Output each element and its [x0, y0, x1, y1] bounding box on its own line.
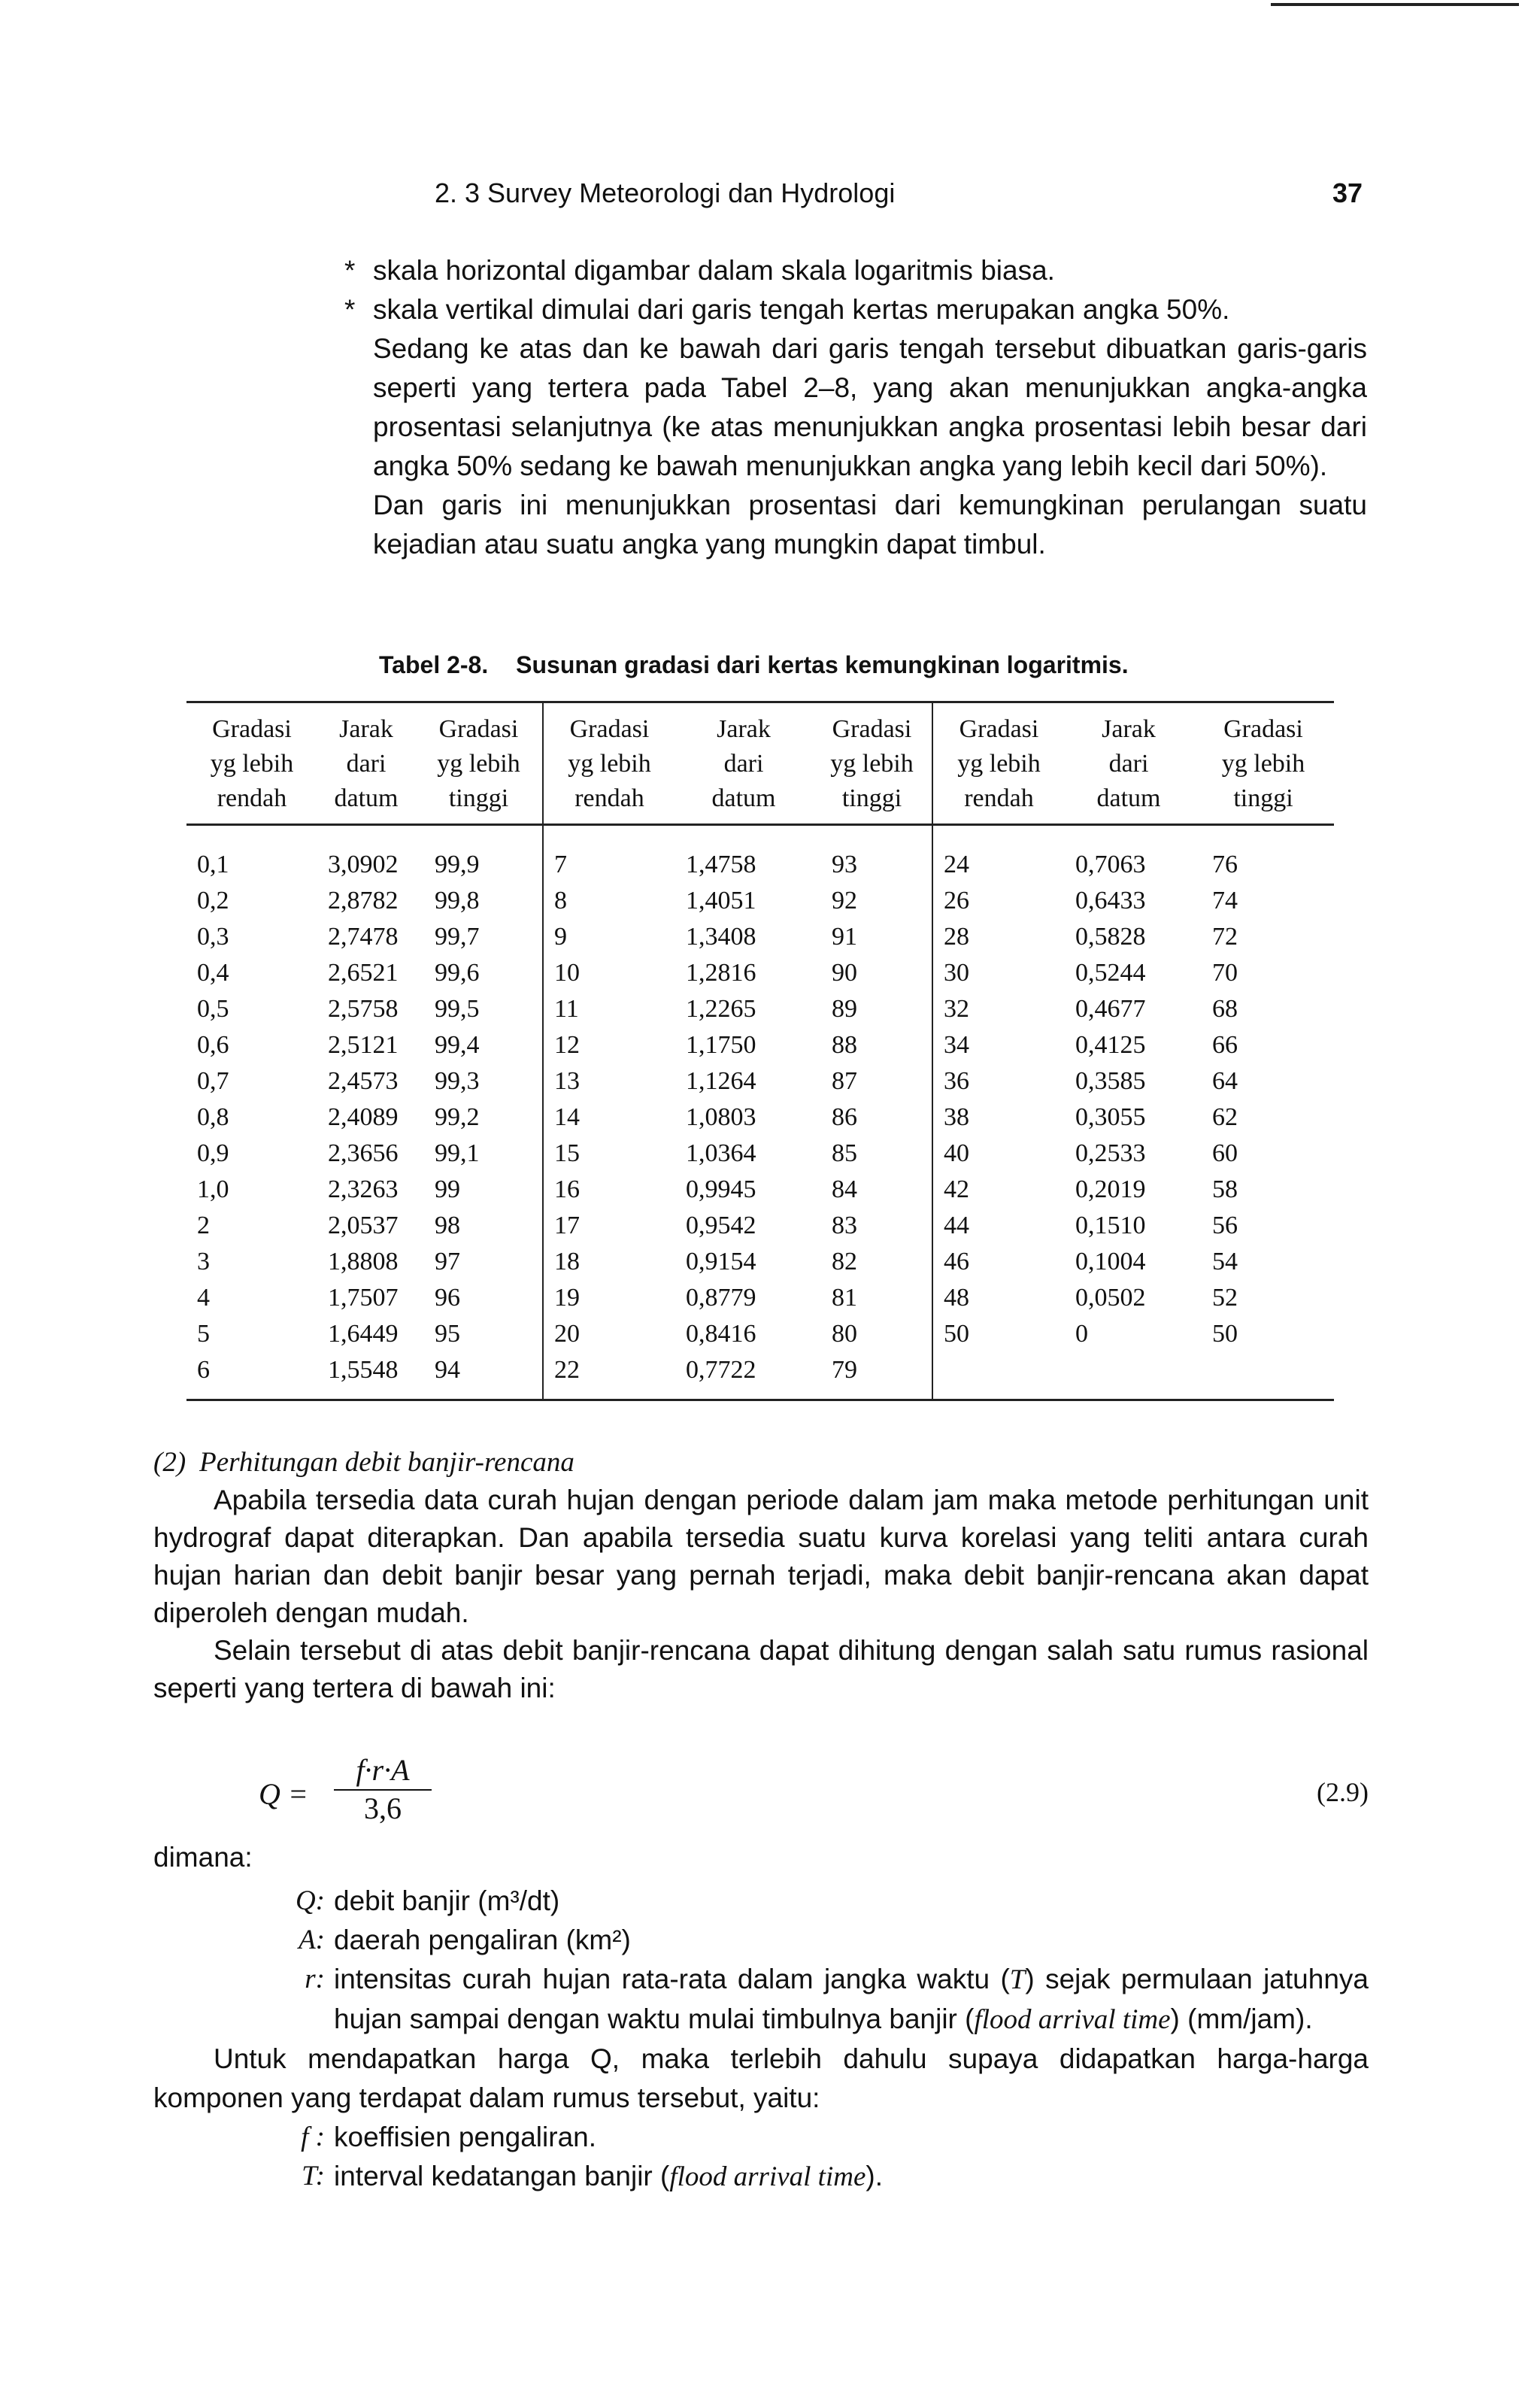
header-line: yg lebih [830, 750, 914, 778]
gradation-table-wrapper [186, 701, 1334, 1401]
table-cell-higher-gradation: 50 [1212, 1320, 1238, 1348]
table-cell-higher-gradation: 99,5 [435, 995, 480, 1023]
table-cell-distance-from-datum: 1,1750 [686, 1031, 756, 1059]
table-cell-distance-from-datum: 1,3408 [686, 923, 756, 951]
table-cell-distance-from-datum: 1,4758 [686, 851, 756, 878]
table-cell-lower-gradation: 19 [543, 1280, 675, 1316]
dimana-label: dimana: [153, 1842, 253, 1873]
table-cell-lower-gradation: 32 [932, 991, 1065, 1027]
table-cell-lower-gradation [932, 1352, 1065, 1400]
header-line: rendah [964, 784, 1034, 812]
table-row [186, 991, 1334, 1027]
table-cell-higher-gradation: 92 [832, 887, 857, 914]
definition-text [334, 2157, 1369, 2197]
table-cell-distance-from-datum: 1,0364 [686, 1139, 756, 1167]
italic-term: flood arrival time [974, 2004, 1171, 2035]
table-cell-higher-gradation: 94 [415, 1352, 543, 1400]
table-cell-lower-gradation: 10 [543, 955, 675, 991]
table-cell-lower-gradation: 48 [932, 1280, 1065, 1316]
table-row [186, 1244, 1334, 1280]
header-distance-from-datum [1065, 702, 1193, 825]
table-cell-lower-gradation: 0,7 [197, 1067, 229, 1095]
table-cell-distance-from-datum: 3,0902 [328, 851, 399, 878]
table-cell-lower-gradation: 14 [543, 1100, 675, 1136]
bullet-item [344, 251, 1367, 290]
table-cell-lower-gradation: 46 [932, 1244, 1065, 1280]
table-cell-higher-gradation: 80 [832, 1320, 857, 1348]
table-row [186, 1172, 1334, 1208]
table-cell-lower-gradation: 0,8 [197, 1103, 229, 1131]
table-cell-higher-gradation: 60 [1212, 1139, 1238, 1167]
header-line: Gradasi [832, 715, 912, 743]
table-cell-distance-from-datum: 2,5121 [328, 1031, 399, 1059]
italic-term: flood arrival time [669, 2161, 866, 2192]
table-caption [379, 651, 1281, 679]
intro-text [344, 251, 1367, 564]
page-number: 37 [1332, 177, 1363, 208]
table-cell-higher-gradation: 99,9 [435, 851, 480, 878]
table-cell-lower-gradation: 0,1 [197, 851, 229, 878]
table-cell-distance-from-datum: 0,2019 [1075, 1175, 1146, 1203]
body-paragraph: Apabila tersedia data curah hujan dengan periode dalam jam maka metode perhitungan unit hydrograf dapat diterapkan. Dan apabila tersedia suatu kurva korelasi yang teliti antara curah hujan harian dan debit banjir besar yang pernah terjadi, maka debit banjir-rencana akan dapat diperoleh dengan mudah. [153, 1485, 1369, 1628]
definition-r [256, 1960, 1369, 2040]
bullet-text: skala vertikal dimulai dari garis tengah kertas merupakan angka 50%. [373, 294, 1230, 325]
table-row [186, 1063, 1334, 1100]
definition-text-part: intensitas curah hujan rata-rata dalam jangka waktu ( [334, 1964, 1010, 1994]
table-cell-lower-gradation: 22 [543, 1352, 675, 1400]
table-cell-distance-from-datum: 0,8779 [686, 1284, 756, 1312]
table-number: Tabel 2-8. [379, 651, 489, 678]
table-cell-lower-gradation: 36 [932, 1063, 1065, 1100]
header-line: rendah [574, 784, 644, 812]
table-cell-distance-from-datum: 0,9542 [686, 1212, 756, 1239]
table-cell-higher-gradation: 99,2 [435, 1103, 480, 1131]
header-line: tinggi [841, 784, 902, 812]
table-row [186, 883, 1334, 919]
table-header-row [186, 702, 1334, 825]
header-lower-gradation [932, 702, 1065, 825]
table-cell-distance-from-datum: 1,1264 [686, 1067, 756, 1095]
table-cell-lower-gradation: 20 [543, 1316, 675, 1352]
table-cell-lower-gradation: 0,6 [197, 1031, 229, 1059]
table-row [186, 1280, 1334, 1316]
table-cell-higher-gradation: 99,1 [435, 1139, 480, 1167]
table-cell-distance-from-datum: 0,1004 [1075, 1248, 1146, 1275]
table-cell-lower-gradation: 16 [543, 1172, 675, 1208]
table-cell-higher-gradation: 90 [832, 959, 857, 987]
header-line: yg lebih [957, 750, 1041, 778]
table-row [186, 919, 1334, 955]
table-cell-distance-from-datum: 0,4677 [1075, 995, 1146, 1023]
italic-t: T [1009, 1964, 1026, 1995]
table-cell-lower-gradation: 0,5 [197, 995, 229, 1023]
table-cell-higher-gradation: 76 [1212, 851, 1238, 878]
header-line: dari [1108, 750, 1149, 778]
table-cell-lower-gradation: 0,4 [197, 959, 229, 987]
table-cell-higher-gradation: 87 [832, 1067, 857, 1095]
table-row [186, 1316, 1334, 1352]
table-cell-higher-gradation: 54 [1212, 1248, 1238, 1275]
table-cell-higher-gradation: 83 [832, 1212, 857, 1239]
table-cell-higher-gradation: 79 [812, 1352, 932, 1400]
table-cell-distance-from-datum: 2,4573 [328, 1067, 399, 1095]
table-cell-lower-gradation: 4 [197, 1284, 210, 1312]
header-higher-gradation [1193, 702, 1334, 825]
table-cell-higher-gradation: 56 [1212, 1212, 1238, 1239]
symbol-q: Q: [295, 1885, 325, 1916]
table-cell-distance-from-datum: 2,0537 [328, 1212, 399, 1239]
table-body [186, 825, 1334, 1400]
table-cell-higher-gradation: 99,3 [435, 1067, 480, 1095]
definition-a [256, 1921, 1369, 1960]
symbol-t: T: [302, 2161, 325, 2191]
bullet-continuation [373, 329, 1367, 564]
table-row [186, 955, 1334, 991]
header-higher-gradation [812, 702, 932, 825]
formula-numerator: f·r·A [334, 1752, 432, 1791]
table-cell-higher-gradation [1193, 1352, 1334, 1400]
table-cell-lower-gradation: 1,0 [197, 1175, 229, 1203]
table-cell-higher-gradation: 62 [1212, 1103, 1238, 1131]
table-cell-lower-gradation: 5 [197, 1320, 210, 1348]
table-row [186, 1027, 1334, 1063]
table-cell-distance-from-datum: 1,5548 [317, 1352, 415, 1400]
header-higher-gradation [415, 702, 543, 825]
running-header [435, 177, 1363, 223]
header-line: Jarak [339, 715, 393, 743]
formula-lhs: Q = [259, 1777, 308, 1811]
gradation-table [186, 701, 1334, 1401]
table-cell-distance-from-datum: 2,6521 [328, 959, 399, 987]
table-cell-distance-from-datum: 0,9154 [686, 1248, 756, 1275]
section-debit-banjir [153, 1444, 1369, 1707]
table-cell-higher-gradation: 99,7 [435, 923, 480, 951]
table-cell-distance-from-datum: 0,7063 [1075, 851, 1146, 878]
table-cell-distance-from-datum: 2,8782 [328, 887, 399, 914]
header-line: Gradasi [438, 715, 519, 743]
table-cell-lower-gradation: 13 [543, 1063, 675, 1100]
table-cell-distance-from-datum: 2,5758 [328, 995, 399, 1023]
header-distance-from-datum [675, 702, 812, 825]
formula-2-9 [259, 1752, 1369, 1835]
table-cell-lower-gradation: 44 [932, 1208, 1065, 1244]
table-cell-higher-gradation: 98 [435, 1212, 460, 1239]
section-title: 2. 3 Survey Meteorologi dan Hydrologi [435, 177, 896, 208]
header-line: dari [346, 750, 387, 778]
body-paragraph: Untuk mendapatkan harga Q, maka terlebih dahulu supaya didapatkan harga-harga komponen yang terdapat dalam rumus tersebut, yaitu: [153, 2043, 1369, 2113]
scan-edge-line [1271, 3, 1519, 6]
table-cell-lower-gradation: 28 [932, 919, 1065, 955]
table-cell-distance-from-datum: 0,0502 [1075, 1284, 1146, 1312]
table-cell-distance-from-datum: 1,4051 [686, 887, 756, 914]
header-line: Jarak [1102, 715, 1156, 743]
table-cell-higher-gradation: 89 [832, 995, 857, 1023]
table-cell-higher-gradation: 88 [832, 1031, 857, 1059]
header-line: datum [711, 784, 776, 812]
definition-text-part: ). [865, 2161, 883, 2191]
definition-text: koeffisien pengaliran. [334, 2122, 597, 2152]
table-cell-lower-gradation: 17 [543, 1208, 675, 1244]
header-line: yg lebih [568, 750, 651, 778]
header-line: rendah [217, 784, 287, 812]
table-cell-distance-from-datum: 2,7478 [328, 923, 399, 951]
table-cell-lower-gradation: 15 [543, 1136, 675, 1172]
table-cell-lower-gradation: 26 [932, 883, 1065, 919]
definition-text-part: ) sejak permulaan jatuhnya hujan sampai dengan waktu mulai timbulnya banjir ( [334, 1964, 1369, 2034]
table-cell-distance-from-datum: 2,3656 [328, 1139, 399, 1167]
table-cell-higher-gradation: 93 [832, 851, 857, 878]
table-cell-distance-from-datum: 2,3263 [328, 1175, 399, 1203]
table-cell-higher-gradation: 99,8 [435, 887, 480, 914]
table-cell-distance-from-datum: 1,6449 [328, 1320, 399, 1348]
table-cell-lower-gradation: 50 [932, 1316, 1065, 1352]
table-row [186, 825, 1334, 884]
table-cell-lower-gradation: 9 [543, 919, 675, 955]
table-cell-higher-gradation: 97 [435, 1248, 460, 1275]
definition-text [334, 1960, 1369, 2040]
table-cell-lower-gradation: 0,3 [197, 923, 229, 951]
table-cell-lower-gradation: 8 [543, 883, 675, 919]
table-cell-higher-gradation: 72 [1212, 923, 1238, 951]
header-line: datum [1096, 784, 1161, 812]
formula-fraction [334, 1752, 432, 1826]
table-cell-distance-from-datum: 1,7507 [328, 1284, 399, 1312]
table-cell-higher-gradation: 52 [1212, 1284, 1238, 1312]
table-cell-lower-gradation: 12 [543, 1027, 675, 1063]
definition-q [256, 1882, 1369, 1921]
table-cell-distance-from-datum: 2,4089 [328, 1103, 399, 1131]
table-cell-distance-from-datum: 0,7722 [675, 1352, 812, 1400]
table-row [186, 1208, 1334, 1244]
table-cell-lower-gradation: 24 [932, 825, 1065, 884]
table-cell-lower-gradation: 0,2 [197, 887, 229, 914]
table-cell-higher-gradation: 70 [1212, 959, 1238, 987]
table-cell-higher-gradation: 81 [832, 1284, 857, 1312]
header-line: yg lebih [1221, 750, 1305, 778]
table-cell-higher-gradation: 84 [832, 1175, 857, 1203]
bullet-star: * [344, 294, 356, 325]
table-cell-distance-from-datum: 0,2533 [1075, 1139, 1146, 1167]
header-lower-gradation [186, 702, 317, 825]
header-line: yg lebih [437, 750, 520, 778]
table-cell-lower-gradation: 11 [543, 991, 675, 1027]
formula-denominator: 3,6 [364, 1791, 402, 1825]
header-line: dari [723, 750, 764, 778]
table-cell-lower-gradation: 34 [932, 1027, 1065, 1063]
table-cell-lower-gradation: 40 [932, 1136, 1065, 1172]
bullet-text: skala horizontal digambar dalam skala logaritmis biasa. [373, 255, 1055, 286]
table-cell-higher-gradation: 95 [435, 1320, 460, 1348]
table-cell-higher-gradation: 68 [1212, 995, 1238, 1023]
table-cell-distance-from-datum: 1,8808 [328, 1248, 399, 1275]
section-number: (2) [153, 1447, 186, 1478]
table-cell-lower-gradation: 18 [543, 1244, 675, 1280]
table-cell-distance-from-datum: 0,5828 [1075, 923, 1146, 951]
closing-paragraph: Dan garis ini menunjukkan prosentasi dari kemungkinan perulangan suatu kejadian atau suatu angka yang mungkin dapat timbul. [373, 490, 1367, 560]
definition-f [256, 2118, 1369, 2157]
header-lower-gradation [543, 702, 675, 825]
body-paragraph: Selain tersebut di atas debit banjir-rencana dapat dihitung dengan salah satu rumus rasional seperti yang tertera di bawah ini: [153, 1635, 1369, 1703]
table-cell-higher-gradation: 99 [435, 1175, 460, 1203]
table-cell-distance-from-datum: 1,2265 [686, 995, 756, 1023]
table-cell-distance-from-datum: 0 [1075, 1320, 1088, 1348]
header-line: yg lebih [210, 750, 294, 778]
table-cell-higher-gradation: 64 [1212, 1067, 1238, 1095]
header-line: Gradasi [959, 715, 1039, 743]
table-cell-distance-from-datum: 1,2816 [686, 959, 756, 987]
table-cell-distance-from-datum: 0,9945 [686, 1175, 756, 1203]
header-line: tinggi [1233, 784, 1293, 812]
table-cell-distance-from-datum [1065, 1352, 1193, 1400]
table-cell-lower-gradation: 38 [932, 1100, 1065, 1136]
definition-text: daerah pengaliran (km²) [334, 1925, 631, 1955]
table-cell-lower-gradation: 0,9 [197, 1139, 229, 1167]
table-cell-distance-from-datum: 0,4125 [1075, 1031, 1146, 1059]
definition-t [256, 2157, 1369, 2197]
table-cell-distance-from-datum: 0,5244 [1075, 959, 1146, 987]
definition-text: debit banjir (m³/dt) [334, 1885, 560, 1916]
header-distance-from-datum [317, 702, 415, 825]
header-line: Gradasi [212, 715, 292, 743]
table-cell-distance-from-datum: 0,3055 [1075, 1103, 1146, 1131]
table-cell-distance-from-datum: 0,1510 [1075, 1212, 1146, 1239]
table-cell-higher-gradation: 99,6 [435, 959, 480, 987]
table-cell-higher-gradation: 58 [1212, 1175, 1238, 1203]
table-cell-lower-gradation: 3 [197, 1248, 210, 1275]
symbol-r: r: [305, 1964, 325, 1994]
bullet-star: * [344, 255, 356, 286]
table-cell-higher-gradation: 99,4 [435, 1031, 480, 1059]
table-cell-lower-gradation: 30 [932, 955, 1065, 991]
table-cell-higher-gradation: 82 [832, 1248, 857, 1275]
header-line: Gradasi [569, 715, 650, 743]
table-row [186, 1352, 1334, 1400]
table-cell-lower-gradation: 6 [186, 1352, 317, 1400]
table-cell-higher-gradation: 86 [832, 1103, 857, 1131]
header-line: Jarak [717, 715, 771, 743]
table-row [186, 1100, 1334, 1136]
table-cell-lower-gradation: 2 [197, 1212, 210, 1239]
definition-text-part: ) (mm/jam). [1170, 2003, 1313, 2034]
symbol-f: f : [301, 2122, 325, 2152]
definition-text-part: interval kedatangan banjir ( [334, 2161, 670, 2191]
header-line: Gradasi [1223, 715, 1303, 743]
bullet-item [344, 290, 1367, 329]
table-cell-lower-gradation: 42 [932, 1172, 1065, 1208]
table-title: Susunan gradasi dari kertas kemungkinan logaritmis. [516, 651, 1129, 678]
table-cell-higher-gradation: 85 [832, 1139, 857, 1167]
header-line: datum [334, 784, 399, 812]
table-cell-distance-from-datum: 0,3585 [1075, 1067, 1146, 1095]
equation-number: (2.9) [1317, 1777, 1369, 1807]
symbol-a: A: [299, 1925, 325, 1955]
table-cell-higher-gradation: 66 [1212, 1031, 1238, 1059]
table-row [186, 1136, 1334, 1172]
table-cell-higher-gradation: 74 [1212, 887, 1238, 914]
table-cell-higher-gradation: 96 [435, 1284, 460, 1312]
table-cell-distance-from-datum: 1,0803 [686, 1103, 756, 1131]
section-title-italic: Perhitungan debit banjir-rencana [199, 1447, 574, 1478]
continuation-text: Sedang ke atas dan ke bawah dari garis tengah tersebut dibuatkan garis-garis seperti yang tertera pada Tabel 2–8, yang akan menunjukkan angka-angka prosentasi selanjutnya (ke atas menunjukkan angka prosentasi lebih besar dari angka 50% sedang ke bawah menunjukkan angka yang lebih kecil dari 50%). [373, 333, 1367, 481]
table-cell-distance-from-datum: 0,8416 [686, 1320, 756, 1348]
definitions [153, 1838, 1369, 2197]
section-heading [153, 1444, 1369, 1482]
header-line: tinggi [448, 784, 509, 812]
table-cell-higher-gradation: 91 [832, 923, 857, 951]
table-cell-lower-gradation: 7 [543, 825, 675, 884]
table-cell-distance-from-datum: 0,6433 [1075, 887, 1146, 914]
